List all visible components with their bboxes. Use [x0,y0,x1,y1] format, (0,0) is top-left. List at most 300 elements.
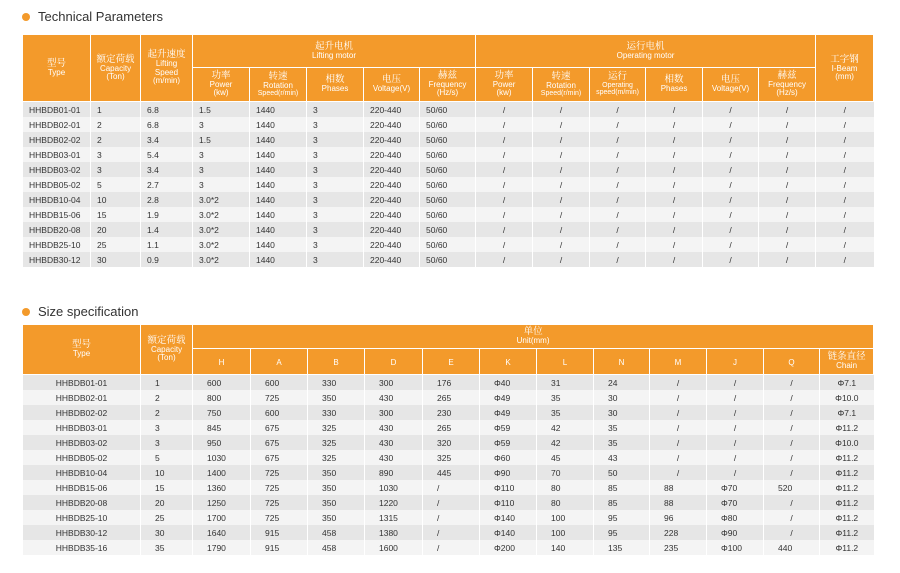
table-cell: 35 [537,405,594,420]
table-cell: HHBDB20-08 [23,495,141,510]
table-cell: 3 [307,102,364,118]
table-cell: / [759,147,816,162]
table-cell: 800 [193,390,251,405]
table-cell: 330 [308,405,365,420]
table-cell: 1 [141,375,193,391]
table-cell: 220-440 [364,222,420,237]
table-cell: / [646,147,703,162]
table-row [23,252,874,267]
table-cell: 1360 [193,480,251,495]
table-cell: / [759,102,816,118]
table-cell: 50 [594,465,650,480]
table-cell: / [703,237,759,252]
table-cell: 43 [594,450,650,465]
table-cell: / [764,405,820,420]
table-cell: / [703,117,759,132]
table-cell: 1440 [250,117,307,132]
table-row [23,510,874,525]
table-cell: / [423,495,480,510]
header-lifting-motor: 起升电机 Lifting motor [193,35,476,68]
technical-parameters-table [22,34,874,267]
table-row [23,435,874,450]
table-cell: 430 [365,420,423,435]
table-cell: / [476,117,533,132]
table-cell: 135 [594,540,650,555]
table-cell: Φ49 [480,390,537,405]
table-cell: 5.4 [141,147,193,162]
table-cell: / [533,117,590,132]
table-cell: 3 [307,147,364,162]
table-cell: 10 [141,465,193,480]
header-capacity: 额定荷载 Capacity (Ton) [91,35,141,102]
table-cell: Φ90 [480,465,537,480]
table-cell: 3 [307,132,364,147]
table-cell: 220-440 [364,147,420,162]
table-cell: 80 [537,495,594,510]
table-cell: 50/60 [420,222,476,237]
table-cell: / [423,525,480,540]
table-cell: 100 [537,510,594,525]
table-cell: / [646,252,703,267]
table-cell: 265 [423,390,480,405]
table-cell: HHBDB01-01 [23,102,91,118]
table-cell: / [646,177,703,192]
table-cell: / [759,207,816,222]
table-cell: 1440 [250,177,307,192]
header-a: A [251,349,308,375]
table-cell: 3.0*2 [193,237,250,252]
table-cell: 5 [91,177,141,192]
table-cell: 3 [307,207,364,222]
table-cell: / [703,102,759,118]
table-cell: HHBDB02-02 [23,405,141,420]
table-cell: 80 [537,480,594,495]
table-cell: 31 [537,375,594,391]
table-cell: 330 [308,375,365,391]
header-frequency: 赫兹 Frequency (Hz/s) [420,68,476,102]
table-cell: 50/60 [420,207,476,222]
table-cell: 3.0*2 [193,192,250,207]
table-cell: Φ11.2 [820,525,874,540]
table-cell: / [533,207,590,222]
table-cell: / [816,222,874,237]
table-cell: 3 [307,117,364,132]
table-cell: 220-440 [364,132,420,147]
table-cell: HHBDB15-06 [23,480,141,495]
table-cell: HHBDB10-04 [23,465,141,480]
table-cell: 1440 [250,237,307,252]
header-n: N [594,349,650,375]
table-cell: Φ11.2 [820,510,874,525]
table-cell: / [423,480,480,495]
table-cell: 325 [308,420,365,435]
technical-parameters-body [23,102,874,268]
table-cell: 675 [251,450,308,465]
table-cell: 1 [91,102,141,118]
table-cell: 1700 [193,510,251,525]
table-cell: 50/60 [420,117,476,132]
table-cell: 600 [193,375,251,391]
table-cell: 440 [764,540,820,555]
table-row [23,162,874,177]
table-cell: / [590,117,646,132]
table-cell: Φ80 [707,510,764,525]
table-cell: 325 [423,450,480,465]
table-cell: 600 [251,375,308,391]
table-row [23,405,874,420]
table-cell: / [764,435,820,450]
table-cell: / [759,132,816,147]
table-cell: 2 [91,117,141,132]
table-cell: / [650,435,707,450]
table-cell: 88 [650,480,707,495]
table-cell: / [533,147,590,162]
table-cell: 675 [251,435,308,450]
table-cell: / [759,222,816,237]
table-cell: 15 [91,207,141,222]
table-row [23,480,874,495]
table-cell: / [816,102,874,118]
table-cell: 1.9 [141,207,193,222]
table-row [23,420,874,435]
table-cell: 50/60 [420,132,476,147]
table-cell: / [816,147,874,162]
header-e: E [423,349,480,375]
table-cell: / [764,450,820,465]
table-cell: 42 [537,420,594,435]
table-cell: HHBDB01-01 [23,375,141,391]
table-cell: 230 [423,405,480,420]
table-cell: HHBDB25-10 [23,510,141,525]
header-b: B [308,349,365,375]
table-cell: / [764,510,820,525]
table-cell: 25 [91,237,141,252]
header-op-power: 功率 Power (kw) [476,68,533,102]
table-cell: 1.1 [141,237,193,252]
table-cell: 1640 [193,525,251,540]
table-cell: 85 [594,480,650,495]
table-cell: 725 [251,510,308,525]
table-cell: 35 [537,390,594,405]
table-cell: / [476,207,533,222]
table-cell: 5 [141,450,193,465]
table-cell: 325 [308,435,365,450]
table-cell: 30 [91,252,141,267]
header-type: 型号 Type [23,35,91,102]
table-cell: 50/60 [420,162,476,177]
table-cell: / [646,192,703,207]
table-cell: HHBDB30-12 [23,525,141,540]
header-d: D [365,349,423,375]
table-cell: / [650,465,707,480]
table-cell: / [650,450,707,465]
table-cell: / [423,510,480,525]
table-row [23,450,874,465]
table-cell: / [703,222,759,237]
table-cell: 300 [365,375,423,391]
table-cell: / [476,102,533,118]
table-cell: / [646,132,703,147]
table-row [23,102,874,118]
bullet-dot-icon [22,308,30,316]
table-cell: 725 [251,390,308,405]
table-cell: HHBDB15-06 [23,207,91,222]
table-cell: / [476,147,533,162]
table-cell: 350 [308,495,365,510]
table-cell: / [590,102,646,118]
table-cell: 85 [594,495,650,510]
table-cell: 50/60 [420,102,476,118]
table-cell: Φ49 [480,405,537,420]
table-cell: / [703,192,759,207]
table-cell: HHBDB30-12 [23,252,91,267]
header-k: K [480,349,537,375]
table-cell: 95 [594,510,650,525]
table-cell: 220-440 [364,102,420,118]
table-cell: Φ7.1 [820,375,874,391]
header-m: M [650,349,707,375]
table-cell: / [764,525,820,540]
table-cell: / [533,132,590,147]
table-cell: HHBDB05-02 [23,450,141,465]
table-cell: / [707,435,764,450]
table-cell: / [590,177,646,192]
table-cell: Φ11.2 [820,420,874,435]
table-cell: 300 [365,405,423,420]
table-cell: Φ7.1 [820,405,874,420]
table-cell: 0.9 [141,252,193,267]
table-cell: 3 [193,117,250,132]
table-cell: HHBDB20-08 [23,222,91,237]
table-cell: 1400 [193,465,251,480]
table-cell: Φ11.2 [820,495,874,510]
table-cell: 50/60 [420,192,476,207]
table-cell: Φ90 [707,525,764,540]
table-cell: 20 [91,222,141,237]
table-cell: 350 [308,465,365,480]
table-cell: 20 [141,495,193,510]
header-capacity: 额定荷载 Capacity (Ton) [141,325,193,375]
table-cell: 2.7 [141,177,193,192]
table-cell: 235 [650,540,707,555]
table-cell: HHBDB10-04 [23,192,91,207]
table-cell: 220-440 [364,252,420,267]
header-op-voltage: 电压 Voltage(V) [703,68,759,102]
table-cell: 1380 [365,525,423,540]
header-j: J [707,349,764,375]
table-cell: / [476,192,533,207]
table-cell: / [476,162,533,177]
table-cell: / [816,177,874,192]
table-cell: 1220 [365,495,423,510]
table-cell: / [703,162,759,177]
table-cell: / [816,162,874,177]
table-cell: 3 [307,237,364,252]
table-row [23,390,874,405]
table-cell: 320 [423,435,480,450]
table-cell: / [759,192,816,207]
table-cell: 1.5 [193,102,250,118]
table-cell: 1440 [250,222,307,237]
table-cell: / [703,132,759,147]
table-cell: Φ11.2 [820,465,874,480]
header-ibeam: 工字钢 I-Beam (mm) [816,35,874,102]
table-cell: / [816,192,874,207]
table-cell: 1440 [250,252,307,267]
table-cell: / [590,207,646,222]
table-cell: 3 [193,162,250,177]
table-cell: HHBDB03-01 [23,147,91,162]
table-cell: 1315 [365,510,423,525]
table-cell: 915 [251,525,308,540]
table-cell: 42 [537,435,594,450]
table-cell: / [707,465,764,480]
table-cell: / [590,237,646,252]
table-row [23,192,874,207]
table-cell: / [759,252,816,267]
table-cell: Φ110 [480,480,537,495]
table-cell: / [590,222,646,237]
table-cell: 350 [308,510,365,525]
table-cell: / [759,177,816,192]
table-cell: 1600 [365,540,423,555]
table-cell: / [533,222,590,237]
table-cell: 220-440 [364,237,420,252]
table-cell: 600 [251,405,308,420]
table-cell: 220-440 [364,177,420,192]
table-cell: 1030 [193,450,251,465]
table-cell: / [707,405,764,420]
table-cell: HHBDB03-02 [23,435,141,450]
header-rotation: 转速 Rotation Speed(r/min) [250,68,307,102]
table-cell: 35 [141,540,193,555]
table-cell: 3.0*2 [193,222,250,237]
header-phases: 相数 Phases [307,68,364,102]
table-cell: 228 [650,525,707,540]
table-cell: Φ59 [480,435,537,450]
table-cell: 88 [650,495,707,510]
table-cell: / [816,252,874,267]
table-cell: 1.4 [141,222,193,237]
table-cell: / [764,375,820,391]
table-cell: / [816,207,874,222]
size-specification-table [22,324,874,555]
header-type: 型号 Type [23,325,141,375]
table-cell: Φ11.2 [820,540,874,555]
table-cell: / [646,237,703,252]
table-row [23,540,874,555]
table-cell: 95 [594,525,650,540]
table-cell: 3 [141,435,193,450]
table-cell: 915 [251,540,308,555]
table-cell: / [759,117,816,132]
table-cell: HHBDB02-01 [23,390,141,405]
table-cell: 325 [308,450,365,465]
table-cell: / [646,162,703,177]
table-cell: HHBDB02-01 [23,117,91,132]
table-cell: 220-440 [364,162,420,177]
header-op-rotation: 转速 Rotation Speed(r/min) [533,68,590,102]
table-cell: 50/60 [420,177,476,192]
table-cell: 1440 [250,132,307,147]
table-cell: 845 [193,420,251,435]
table-cell: 220-440 [364,192,420,207]
table-cell: / [707,420,764,435]
table-row [23,147,874,162]
bullet-dot-icon [22,13,30,21]
size-specification-heading [22,304,138,319]
table-cell: 6.8 [141,117,193,132]
table-cell: 3 [307,192,364,207]
table-row [23,465,874,480]
table-cell: Φ11.2 [820,480,874,495]
table-cell: Φ70 [707,480,764,495]
header-power: 功率 Power (kw) [193,68,250,102]
table-cell: 675 [251,420,308,435]
table-cell: 725 [251,495,308,510]
table-cell: 35 [594,420,650,435]
table-cell: / [533,237,590,252]
table-cell: 3.4 [141,132,193,147]
table-cell: 3 [91,162,141,177]
table-cell: 458 [308,525,365,540]
table-cell: Φ110 [480,495,537,510]
table-cell: 220-440 [364,207,420,222]
table-cell: 3 [307,177,364,192]
table-cell: Φ200 [480,540,537,555]
table-cell: 176 [423,375,480,391]
table-cell: 3 [91,147,141,162]
table-cell: 50/60 [420,252,476,267]
table-cell: / [646,207,703,222]
table-cell: HHBDB05-02 [23,177,91,192]
table-cell: / [650,405,707,420]
table-cell: / [816,132,874,147]
section-title: Technical Parameters [38,9,163,24]
header-chain: 链条直径 Chain [820,349,874,375]
table-cell: / [703,252,759,267]
table-cell: 445 [423,465,480,480]
table-cell: / [590,132,646,147]
table-cell: / [476,237,533,252]
table-cell: 1790 [193,540,251,555]
table-cell: HHBDB02-02 [23,132,91,147]
table-cell: Φ140 [480,510,537,525]
table-cell: 3 [307,222,364,237]
table-cell: 3 [307,162,364,177]
table-cell: 350 [308,390,365,405]
table-cell: / [476,252,533,267]
table-cell: 2 [91,132,141,147]
table-cell: / [590,192,646,207]
table-row [23,525,874,540]
table-cell: / [423,540,480,555]
table-cell: / [707,375,764,391]
table-cell: / [476,132,533,147]
header-h: H [193,349,251,375]
table-cell: 30 [141,525,193,540]
table-cell: 725 [251,465,308,480]
table-cell: 1250 [193,495,251,510]
table-cell: / [646,222,703,237]
table-cell: 70 [537,465,594,480]
table-cell: 2 [141,390,193,405]
table-cell: 430 [365,450,423,465]
table-cell: 950 [193,435,251,450]
table-cell: / [707,390,764,405]
table-cell: / [476,222,533,237]
header-op-phases: 相数 Phases [646,68,703,102]
